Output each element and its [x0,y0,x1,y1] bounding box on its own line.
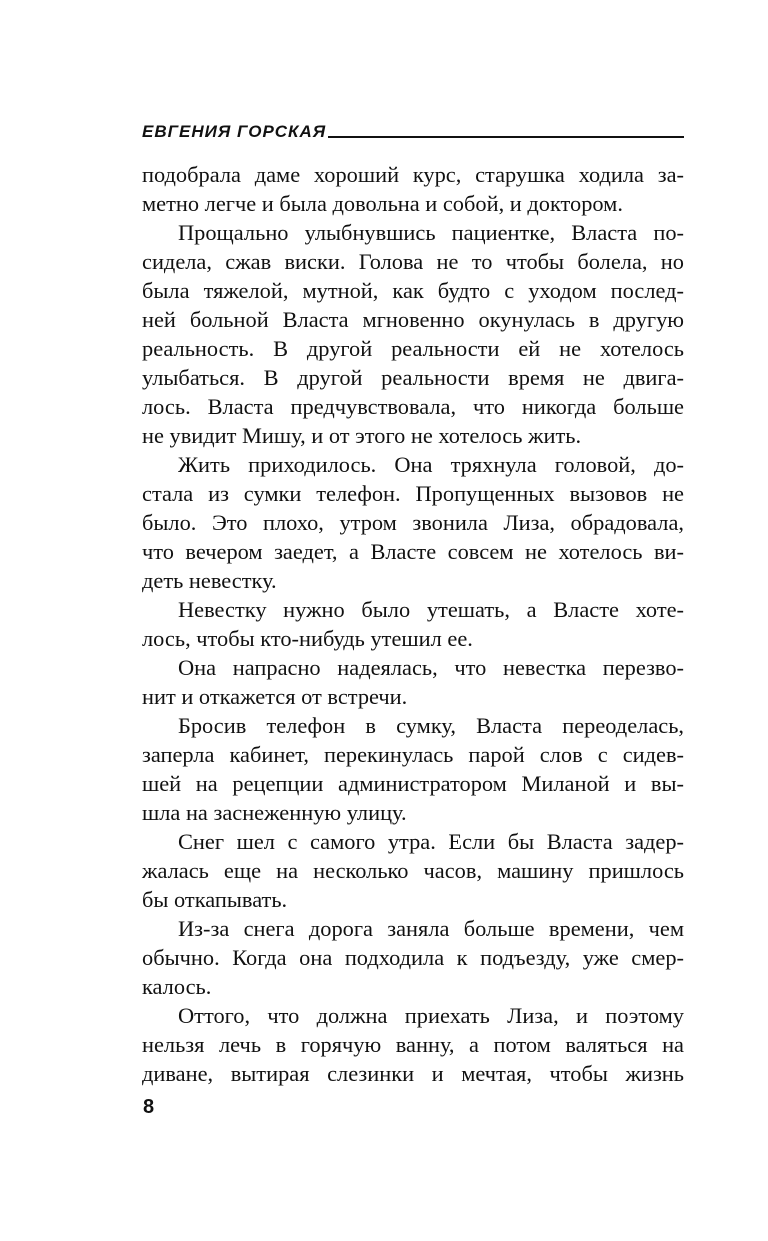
text-line: ней больной Власта мгновенно окунулась в другую [142,307,684,332]
page-number: 8 [143,1096,155,1118]
text-line: была тяжелой, мутной, как будто с уходом послед- [142,278,684,303]
text-line: бы откапывать. [142,887,288,912]
text-line: калось. [142,974,212,999]
author-name: ЕВГЕНИЯ ГОРСКАЯ [142,122,327,141]
text-line: не увидит Мишу, и от этого не хотелось жить. [142,423,582,448]
text-line: Прощально улыбнувшись пациентке, Власта по- [178,220,684,245]
text-line: улыбаться. В другой реальности время не двига- [142,365,684,390]
text-line: стала из сумки телефон. Пропущенных вызовов не [142,481,684,506]
text-line: нельзя лечь в горячую ванну, а потом валяться на [142,1032,684,1057]
text-line: было. Это плохо, утром звонила Лиза, обрадовала, [142,510,684,535]
text-line: Бросив телефон в сумку, Власта переоделась, [178,713,684,738]
text-line: жалась еще на несколько часов, машину пришлось [142,858,684,883]
text-line: Снег шел с самого утра. Если бы Власта задер- [178,829,684,854]
text-line: лось. Власта предчувствовала, что никогда больше [142,394,684,419]
running-header [142,121,684,141]
text-line: метно легче и была довольна и собой, и доктором. [142,191,623,216]
text-line: нит и откажется от встречи. [142,684,408,709]
text-line: сидела, сжав виски. Голова не то чтобы болела, но [142,249,684,274]
text-line: Она напрасно надеялась, что невестка перезво- [178,655,684,680]
text-line: Оттого, что должна приехать Лиза, и поэтому [178,1003,684,1028]
text-line: что вечером заедет, а Власте совсем не хотелось ви- [142,539,684,564]
text-line: деть невестку. [142,568,277,593]
text-line: Невестку нужно было утешать, а Власте хоте- [178,597,684,622]
text-line: заперла кабинет, перекинулась парой слов с сидев- [142,742,684,767]
text-line: Из-за снега дорога заняла больше времени, чем [178,916,684,941]
text-line: лось, чтобы кто-нибудь утешил ее. [142,626,473,651]
body-text [142,160,684,1088]
header-rule [328,136,684,138]
text-line: реальность. В другой реальности ей не хотелось [142,336,684,361]
text-line: обычно. Когда она подходила к подъезду, уже смер- [142,945,684,970]
text-line: Жить приходилось. Она тряхнула головой, до- [178,452,684,477]
text-line: диване, вытирая слезинки и мечтая, чтобы жизнь [142,1061,684,1086]
text-line: шла на заснеженную улицу. [142,800,407,825]
text-line: шей на рецепции администратором Миланой и вы- [142,771,684,796]
text-line: подобрала даме хороший курс, старушка ходила за- [142,162,684,187]
